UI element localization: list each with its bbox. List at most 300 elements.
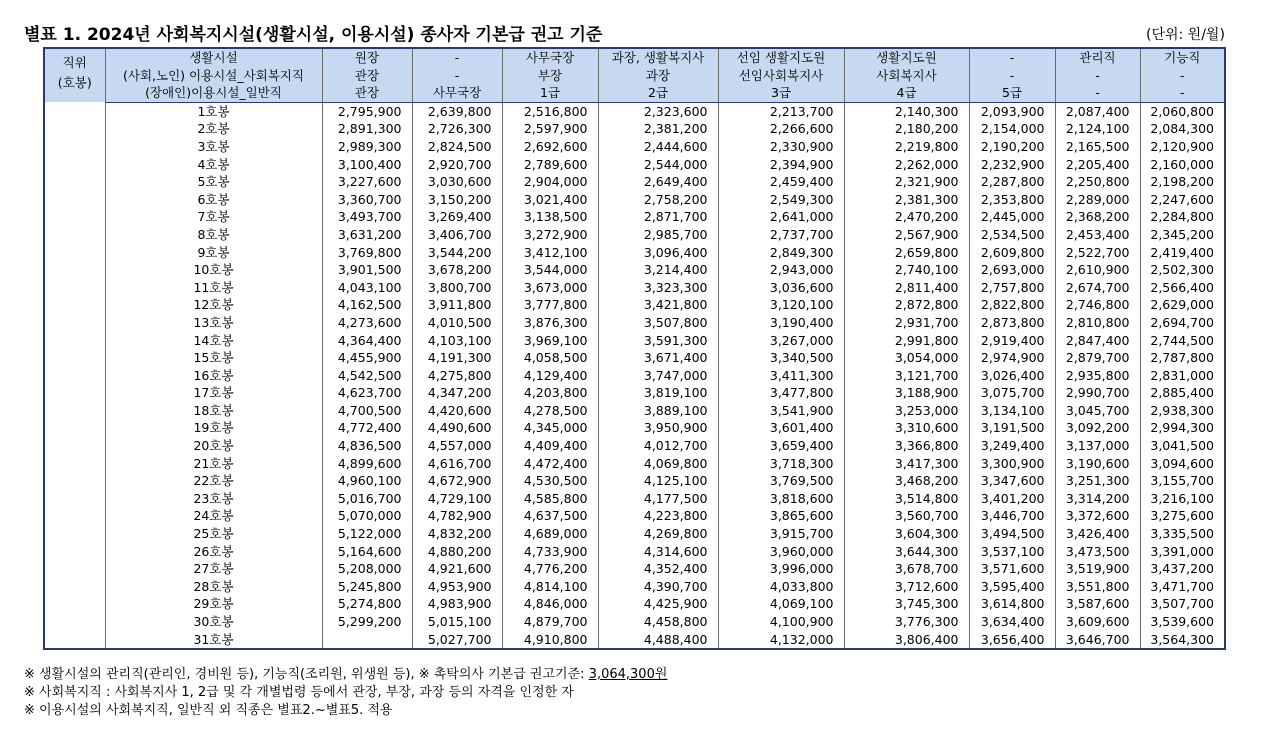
value-cell: 4,269,800 — [598, 525, 718, 543]
value-cell: 3,134,100 — [969, 402, 1055, 420]
value-cell: 3,468,200 — [844, 472, 969, 490]
value-cell: 2,419,400 — [1140, 244, 1225, 262]
step-cell: 11호봉 — [105, 279, 322, 297]
value-cell: 4,832,200 — [412, 525, 502, 543]
value-cell: 2,289,000 — [1055, 191, 1140, 209]
value-cell: 3,138,500 — [502, 208, 598, 226]
value-cell: 2,262,000 — [844, 156, 969, 174]
table-row — [44, 244, 1225, 262]
table-row — [44, 120, 1225, 138]
value-cell: 2,990,700 — [1055, 384, 1140, 402]
position-cell — [44, 208, 105, 226]
value-cell: 3,191,500 — [969, 419, 1055, 437]
value-cell: 2,566,400 — [1140, 279, 1225, 297]
value-cell: 3,587,600 — [1055, 595, 1140, 613]
value-cell: 3,769,800 — [322, 244, 412, 262]
value-cell: 4,490,600 — [412, 419, 502, 437]
value-cell: 3,391,000 — [1140, 543, 1225, 561]
position-cell — [44, 525, 105, 543]
header-cell: 관장 — [322, 67, 412, 85]
value-cell: 2,394,900 — [718, 156, 844, 174]
value-cell: 4,782,900 — [412, 507, 502, 525]
value-cell: 4,836,500 — [322, 437, 412, 455]
value-cell: 2,991,800 — [844, 332, 969, 350]
value-cell: 4,899,600 — [322, 455, 412, 473]
position-cell — [44, 226, 105, 244]
step-cell: 5호봉 — [105, 173, 322, 191]
value-cell: 2,502,300 — [1140, 261, 1225, 279]
value-cell: 3,776,300 — [844, 613, 969, 631]
table-row — [44, 279, 1225, 297]
value-cell: 3,360,700 — [322, 191, 412, 209]
position-header-cell — [44, 48, 105, 102]
value-cell: 5,122,000 — [322, 525, 412, 543]
value-cell: 3,564,300 — [1140, 631, 1225, 650]
value-cell: 3,335,500 — [1140, 525, 1225, 543]
value-cell: 3,411,300 — [718, 367, 844, 385]
position-cell — [44, 560, 105, 578]
table-row — [44, 613, 1225, 631]
value-cell: 2,872,800 — [844, 296, 969, 314]
value-cell: 4,953,900 — [412, 578, 502, 596]
value-cell: 2,831,000 — [1140, 367, 1225, 385]
value-cell: 4,223,800 — [598, 507, 718, 525]
value-cell: 4,637,500 — [502, 507, 598, 525]
value-cell: 4,069,100 — [718, 595, 844, 613]
header-cell: 생활지도원 — [844, 48, 969, 67]
step-cell: 7호봉 — [105, 208, 322, 226]
step-cell: 25호봉 — [105, 525, 322, 543]
value-cell: 3,634,400 — [969, 613, 1055, 631]
value-cell: 4,278,500 — [502, 402, 598, 420]
position-label: 직위 — [62, 55, 87, 70]
table-row — [44, 367, 1225, 385]
value-cell: 3,806,400 — [844, 631, 969, 650]
step-cell: 16호봉 — [105, 367, 322, 385]
header-cell: 과장 — [598, 67, 718, 85]
value-cell: 3,310,600 — [844, 419, 969, 437]
position-cell — [44, 437, 105, 455]
value-cell: 2,609,800 — [969, 244, 1055, 262]
table-row — [44, 384, 1225, 402]
value-cell: 4,542,500 — [322, 367, 412, 385]
value-cell: 3,673,000 — [502, 279, 598, 297]
value-cell: 3,614,800 — [969, 595, 1055, 613]
value-cell: 4,132,000 — [718, 631, 844, 650]
value-cell: 4,409,400 — [502, 437, 598, 455]
value-cell: 3,541,900 — [718, 402, 844, 420]
value-cell: 3,644,300 — [844, 543, 969, 561]
value-cell: 3,678,200 — [412, 261, 502, 279]
header-cell: 사무국장 — [412, 84, 502, 102]
step-cell: 27호봉 — [105, 560, 322, 578]
table-row — [44, 595, 1225, 613]
step-label: (호봉) — [57, 75, 92, 90]
table-row — [44, 560, 1225, 578]
position-cell — [44, 261, 105, 279]
value-cell: 4,058,500 — [502, 349, 598, 367]
value-cell: 4,921,600 — [412, 560, 502, 578]
value-cell: 4,846,000 — [502, 595, 598, 613]
value-cell: 4,352,400 — [598, 560, 718, 578]
value-cell: 2,247,600 — [1140, 191, 1225, 209]
step-cell: 9호봉 — [105, 244, 322, 262]
value-cell: 2,789,600 — [502, 156, 598, 174]
value-cell: 2,891,300 — [322, 120, 412, 138]
header-cell: 2급 — [598, 84, 718, 102]
step-cell: 26호봉 — [105, 543, 322, 561]
table-row — [44, 455, 1225, 473]
value-cell: 2,810,800 — [1055, 314, 1140, 332]
value-cell: 2,093,900 — [969, 102, 1055, 120]
value-cell: 2,873,800 — [969, 314, 1055, 332]
value-cell: 3,401,200 — [969, 490, 1055, 508]
value-cell: 5,299,200 — [322, 613, 412, 631]
value-cell: 2,824,500 — [412, 138, 502, 156]
value-cell: 2,140,300 — [844, 102, 969, 120]
value-cell: 3,747,000 — [598, 367, 718, 385]
value-cell: 2,849,300 — [718, 244, 844, 262]
value-cell: 2,885,400 — [1140, 384, 1225, 402]
header-row — [44, 84, 1225, 102]
value-cell: 2,693,000 — [969, 261, 1055, 279]
table-row — [44, 578, 1225, 596]
salary-table — [43, 47, 1226, 650]
value-cell: 5,274,800 — [322, 595, 412, 613]
value-cell: 4,488,400 — [598, 631, 718, 650]
position-cell — [44, 191, 105, 209]
table-row — [44, 191, 1225, 209]
table-row — [44, 525, 1225, 543]
step-cell: 20호봉 — [105, 437, 322, 455]
position-cell — [44, 578, 105, 596]
value-cell: 2,368,200 — [1055, 208, 1140, 226]
value-cell: 2,250,800 — [1055, 173, 1140, 191]
value-cell: 4,689,000 — [502, 525, 598, 543]
value-cell: 3,120,100 — [718, 296, 844, 314]
header-cell: 선임 생활지도원 — [718, 48, 844, 67]
header-cell: 과장, 생활복지사 — [598, 48, 718, 67]
value-cell: 2,453,400 — [1055, 226, 1140, 244]
step-cell: 18호봉 — [105, 402, 322, 420]
value-cell: 2,444,600 — [598, 138, 718, 156]
header-cell: - — [1055, 84, 1140, 102]
value-cell: 2,639,800 — [412, 102, 502, 120]
value-cell: 2,120,900 — [1140, 138, 1225, 156]
value-cell: 2,994,300 — [1140, 419, 1225, 437]
header-cell: 사무국장 — [502, 48, 598, 67]
value-cell: 2,938,300 — [1140, 402, 1225, 420]
header-row — [44, 48, 1225, 67]
value-cell: 3,054,000 — [844, 349, 969, 367]
table-row — [44, 472, 1225, 490]
value-cell: 3,960,000 — [718, 543, 844, 561]
position-cell — [44, 332, 105, 350]
value-cell: 3,876,300 — [502, 314, 598, 332]
value-cell: 4,314,600 — [598, 543, 718, 561]
value-cell: 3,604,300 — [844, 525, 969, 543]
position-cell — [44, 455, 105, 473]
step-cell: 6호봉 — [105, 191, 322, 209]
value-cell: 4,910,800 — [502, 631, 598, 650]
value-cell: 4,455,900 — [322, 349, 412, 367]
value-cell: 2,190,200 — [969, 138, 1055, 156]
value-cell: 3,155,700 — [1140, 472, 1225, 490]
value-cell: 2,321,900 — [844, 173, 969, 191]
table-row — [44, 102, 1225, 120]
table-row — [44, 208, 1225, 226]
position-cell — [44, 279, 105, 297]
value-cell: 5,070,000 — [322, 507, 412, 525]
value-cell: 3,092,200 — [1055, 419, 1140, 437]
value-cell: 4,345,000 — [502, 419, 598, 437]
value-cell: 3,094,600 — [1140, 455, 1225, 473]
value-cell: 3,437,200 — [1140, 560, 1225, 578]
position-cell — [44, 472, 105, 490]
value-cell: 3,366,800 — [844, 437, 969, 455]
table-row — [44, 226, 1225, 244]
value-cell: 3,777,800 — [502, 296, 598, 314]
step-cell: 22호봉 — [105, 472, 322, 490]
step-cell: 31호봉 — [105, 631, 322, 650]
value-cell: 2,381,200 — [598, 120, 718, 138]
position-cell — [44, 595, 105, 613]
value-cell: 3,251,300 — [1055, 472, 1140, 490]
value-cell: 3,121,700 — [844, 367, 969, 385]
position-cell — [44, 296, 105, 314]
step-cell: 24호봉 — [105, 507, 322, 525]
step-cell: 14호봉 — [105, 332, 322, 350]
value-cell: 3,021,400 — [502, 191, 598, 209]
header-cell: - — [1140, 67, 1225, 85]
value-cell: 3,494,500 — [969, 525, 1055, 543]
table-row — [44, 314, 1225, 332]
value-cell: 4,983,900 — [412, 595, 502, 613]
value-cell: 2,692,600 — [502, 138, 598, 156]
value-cell: 2,822,800 — [969, 296, 1055, 314]
header-cell: 기능직 — [1140, 48, 1225, 67]
value-cell: 2,345,200 — [1140, 226, 1225, 244]
value-cell: 4,125,100 — [598, 472, 718, 490]
value-cell: 2,323,600 — [598, 102, 718, 120]
value-cell: 3,560,700 — [844, 507, 969, 525]
header-cell: 사회복지사 — [844, 67, 969, 85]
value-cell: 3,137,000 — [1055, 437, 1140, 455]
value-cell: 4,472,400 — [502, 455, 598, 473]
value-cell: 3,267,000 — [718, 332, 844, 350]
value-cell: 3,075,700 — [969, 384, 1055, 402]
value-cell: 2,567,900 — [844, 226, 969, 244]
value-cell: 2,744,500 — [1140, 332, 1225, 350]
value-cell: 2,795,900 — [322, 102, 412, 120]
footnote-2: ※ 사회복지직 : 사회복지사 1, 2급 및 각 개별법령 등에서 관장, 부장, 과장 등의 자격을 인정한 자 — [24, 685, 574, 700]
value-cell: 4,733,900 — [502, 543, 598, 561]
value-cell: 3,507,800 — [598, 314, 718, 332]
header-cell: 선임사회복지사 — [718, 67, 844, 85]
value-cell: 2,610,900 — [1055, 261, 1140, 279]
value-cell: 2,974,900 — [969, 349, 1055, 367]
value-cell: 2,737,700 — [718, 226, 844, 244]
table-row — [44, 173, 1225, 191]
value-cell: 4,729,100 — [412, 490, 502, 508]
value-cell: 4,103,100 — [412, 332, 502, 350]
value-cell: 3,646,700 — [1055, 631, 1140, 650]
value-cell: 5,208,000 — [322, 560, 412, 578]
position-cell — [44, 543, 105, 561]
footnote-1 — [24, 666, 667, 684]
table-row — [44, 419, 1225, 437]
value-cell: 3,659,400 — [718, 437, 844, 455]
value-cell: 3,188,900 — [844, 384, 969, 402]
value-cell: 2,232,900 — [969, 156, 1055, 174]
value-cell: 3,253,000 — [844, 402, 969, 420]
header-cell: - — [412, 67, 502, 85]
step-cell: 15호봉 — [105, 349, 322, 367]
value-cell: 2,787,800 — [1140, 349, 1225, 367]
table-row — [44, 490, 1225, 508]
value-cell: 2,811,400 — [844, 279, 969, 297]
value-cell: 2,154,000 — [969, 120, 1055, 138]
table-row — [44, 437, 1225, 455]
value-cell: 3,601,400 — [718, 419, 844, 437]
header-category-cell: (장애인)이용시설_일반직 — [105, 84, 322, 102]
value-cell: 2,740,100 — [844, 261, 969, 279]
step-cell: 17호봉 — [105, 384, 322, 402]
value-cell: 4,776,200 — [502, 560, 598, 578]
value-cell: 4,203,800 — [502, 384, 598, 402]
value-cell: 4,420,600 — [412, 402, 502, 420]
header-cell: - — [412, 48, 502, 67]
value-cell: 4,129,400 — [502, 367, 598, 385]
value-cell: 3,969,100 — [502, 332, 598, 350]
value-cell: 3,571,600 — [969, 560, 1055, 578]
position-cell — [44, 138, 105, 156]
value-cell: 2,165,500 — [1055, 138, 1140, 156]
value-cell: 3,671,400 — [598, 349, 718, 367]
step-cell: 29호봉 — [105, 595, 322, 613]
header-cell: - — [969, 67, 1055, 85]
table-row — [44, 138, 1225, 156]
header-cell: 관리직 — [1055, 48, 1140, 67]
value-cell: 4,347,200 — [412, 384, 502, 402]
value-cell: 3,340,500 — [718, 349, 844, 367]
header-row — [44, 67, 1225, 85]
value-cell: 3,718,300 — [718, 455, 844, 473]
step-cell: 21호봉 — [105, 455, 322, 473]
value-cell: 3,190,400 — [718, 314, 844, 332]
value-cell: 4,672,900 — [412, 472, 502, 490]
header-cell: - — [969, 48, 1055, 67]
header-category-cell: (사회,노인) 이용시설_사회복지직 — [105, 67, 322, 85]
value-cell: 3,800,700 — [412, 279, 502, 297]
value-cell: 3,537,100 — [969, 543, 1055, 561]
value-cell: 3,901,500 — [322, 261, 412, 279]
value-cell: 2,160,000 — [1140, 156, 1225, 174]
value-cell: 2,544,000 — [598, 156, 718, 174]
value-cell: 3,477,800 — [718, 384, 844, 402]
table-row — [44, 296, 1225, 314]
value-cell: 2,084,300 — [1140, 120, 1225, 138]
value-cell: 2,641,000 — [718, 208, 844, 226]
value-cell: 2,597,900 — [502, 120, 598, 138]
value-cell: 3,591,300 — [598, 332, 718, 350]
table-row — [44, 631, 1225, 650]
footnote-3: ※ 이용시설의 사회복지직, 일반직 외 직종은 별표2.~별표5. 적용 — [24, 703, 393, 718]
value-cell: 2,445,000 — [969, 208, 1055, 226]
value-cell: 3,493,700 — [322, 208, 412, 226]
value-cell: 4,012,700 — [598, 437, 718, 455]
value-cell: 2,919,400 — [969, 332, 1055, 350]
step-cell: 1호봉 — [105, 102, 322, 120]
position-cell — [44, 490, 105, 508]
value-cell: 4,010,500 — [412, 314, 502, 332]
value-cell: 2,935,800 — [1055, 367, 1140, 385]
position-cell — [44, 402, 105, 420]
header-cell: 원장 — [322, 48, 412, 67]
position-cell — [44, 349, 105, 367]
header-cell: - — [1140, 84, 1225, 102]
value-cell: 2,205,400 — [1055, 156, 1140, 174]
value-cell: 2,726,300 — [412, 120, 502, 138]
header-cell: 1급 — [502, 84, 598, 102]
value-cell: 3,216,100 — [1140, 490, 1225, 508]
value-cell: 4,191,300 — [412, 349, 502, 367]
table-row — [44, 543, 1225, 561]
value-cell: 3,595,400 — [969, 578, 1055, 596]
table-row — [44, 402, 1225, 420]
value-cell: 4,177,500 — [598, 490, 718, 508]
value-cell: 2,287,800 — [969, 173, 1055, 191]
value-cell: 2,674,700 — [1055, 279, 1140, 297]
table-row — [44, 332, 1225, 350]
value-cell: 2,198,200 — [1140, 173, 1225, 191]
value-cell: 2,266,600 — [718, 120, 844, 138]
step-cell: 3호봉 — [105, 138, 322, 156]
value-cell: 4,879,700 — [502, 613, 598, 631]
step-cell: 10호봉 — [105, 261, 322, 279]
value-cell: 3,041,500 — [1140, 437, 1225, 455]
value-cell: 4,033,800 — [718, 578, 844, 596]
value-cell: 3,421,800 — [598, 296, 718, 314]
value-cell: 3,656,400 — [969, 631, 1055, 650]
value-cell: 2,920,700 — [412, 156, 502, 174]
step-cell: 2호봉 — [105, 120, 322, 138]
value-cell: 5,245,800 — [322, 578, 412, 596]
value-cell: 2,871,700 — [598, 208, 718, 226]
value-cell: 2,943,000 — [718, 261, 844, 279]
value-cell: 4,700,500 — [322, 402, 412, 420]
step-cell: 13호봉 — [105, 314, 322, 332]
value-cell: 3,269,400 — [412, 208, 502, 226]
value-cell: 3,551,800 — [1055, 578, 1140, 596]
position-cell — [44, 102, 105, 120]
step-cell: 12호봉 — [105, 296, 322, 314]
value-cell: 3,544,000 — [502, 261, 598, 279]
value-cell: 3,712,600 — [844, 578, 969, 596]
value-cell: 3,631,200 — [322, 226, 412, 244]
value-cell: 3,539,600 — [1140, 613, 1225, 631]
value-cell: 2,534,500 — [969, 226, 1055, 244]
header-category-cell: 생활시설 — [105, 48, 322, 67]
value-cell: 3,249,400 — [969, 437, 1055, 455]
step-cell: 8호봉 — [105, 226, 322, 244]
value-cell: 3,323,300 — [598, 279, 718, 297]
value-cell: 4,273,600 — [322, 314, 412, 332]
value-cell: 3,609,600 — [1055, 613, 1140, 631]
value-cell: 2,284,800 — [1140, 208, 1225, 226]
value-cell: 3,036,600 — [718, 279, 844, 297]
value-cell: 4,100,900 — [718, 613, 844, 631]
